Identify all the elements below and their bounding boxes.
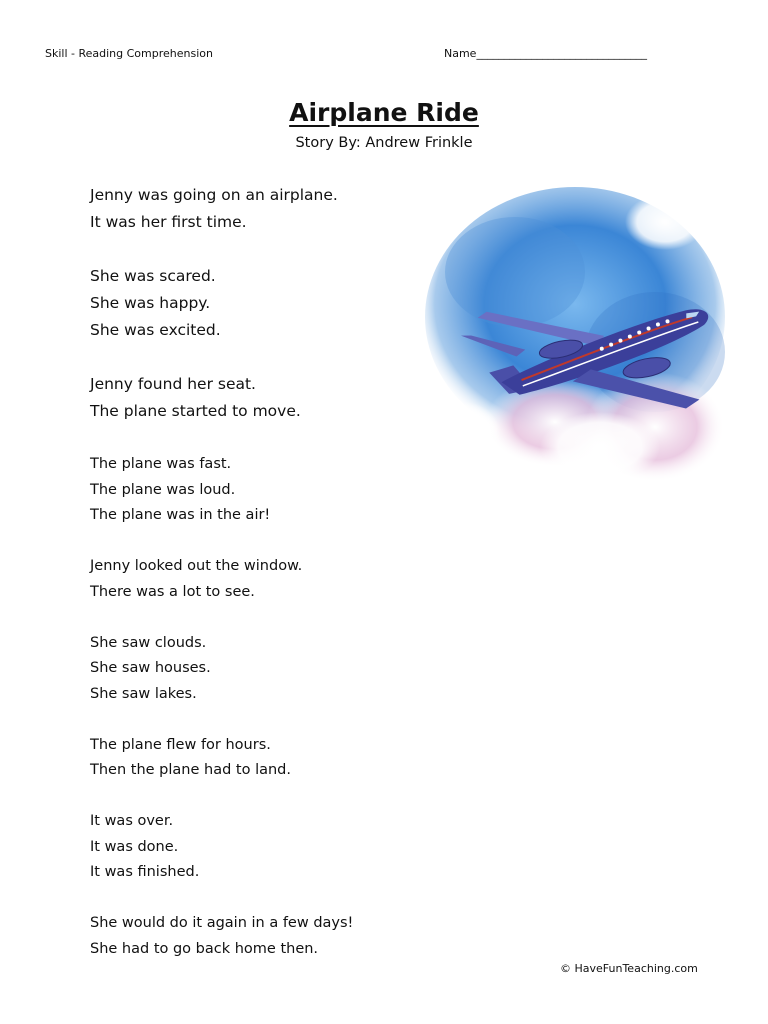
stanza [90,371,410,425]
story-line: She saw houses. [90,660,211,676]
story-line: It was finished. [90,864,200,880]
story-line: She had to go back home then. [90,940,319,957]
skill-label: Skill - Reading Comprehension [45,47,213,60]
story-line: The plane flew for hours. [90,736,271,753]
story-line: The plane was in the air! [90,507,271,523]
story-line: She saw clouds. [90,634,207,651]
story-line: It was done. [90,838,179,855]
story-line: There was a lot to see. [90,583,255,600]
stanza [90,733,410,784]
story-line: She would do it again in a few days! [90,915,354,931]
story-line: It was her first time. [90,213,247,231]
story-line: Jenny found her seat. [90,375,256,393]
story-line: The plane was loud. [90,481,236,498]
airplane-illustration [425,182,725,487]
story-byline: Story By: Andrew Frinkle [295,135,473,151]
stanza [90,554,410,605]
story-title: Airplane Ride [289,98,479,127]
story-line: Jenny looked out the window. [90,558,303,574]
story-text [90,182,410,988]
story-line: Jenny was going on an airplane. [90,186,338,204]
stanza [90,182,410,236]
story-line: She was happy. [90,294,211,312]
stanza [90,631,410,708]
story-line: The plane started to move. [90,402,301,420]
stanza [90,263,410,344]
airplane-icon [425,182,725,487]
story-line: The plane was fast. [90,456,232,472]
story-line: She was excited. [90,321,221,339]
stanza [90,452,410,529]
story-line: She saw lakes. [90,685,197,702]
stanza [90,911,410,962]
story-line: She was scared. [90,267,216,285]
copyright-footer: © HaveFunTeaching.com [560,962,698,975]
name-field-label: Name_______________________________ [444,47,647,60]
story-line: Then the plane had to land. [90,762,291,778]
stanza [90,809,410,886]
story-line: It was over. [90,813,174,829]
